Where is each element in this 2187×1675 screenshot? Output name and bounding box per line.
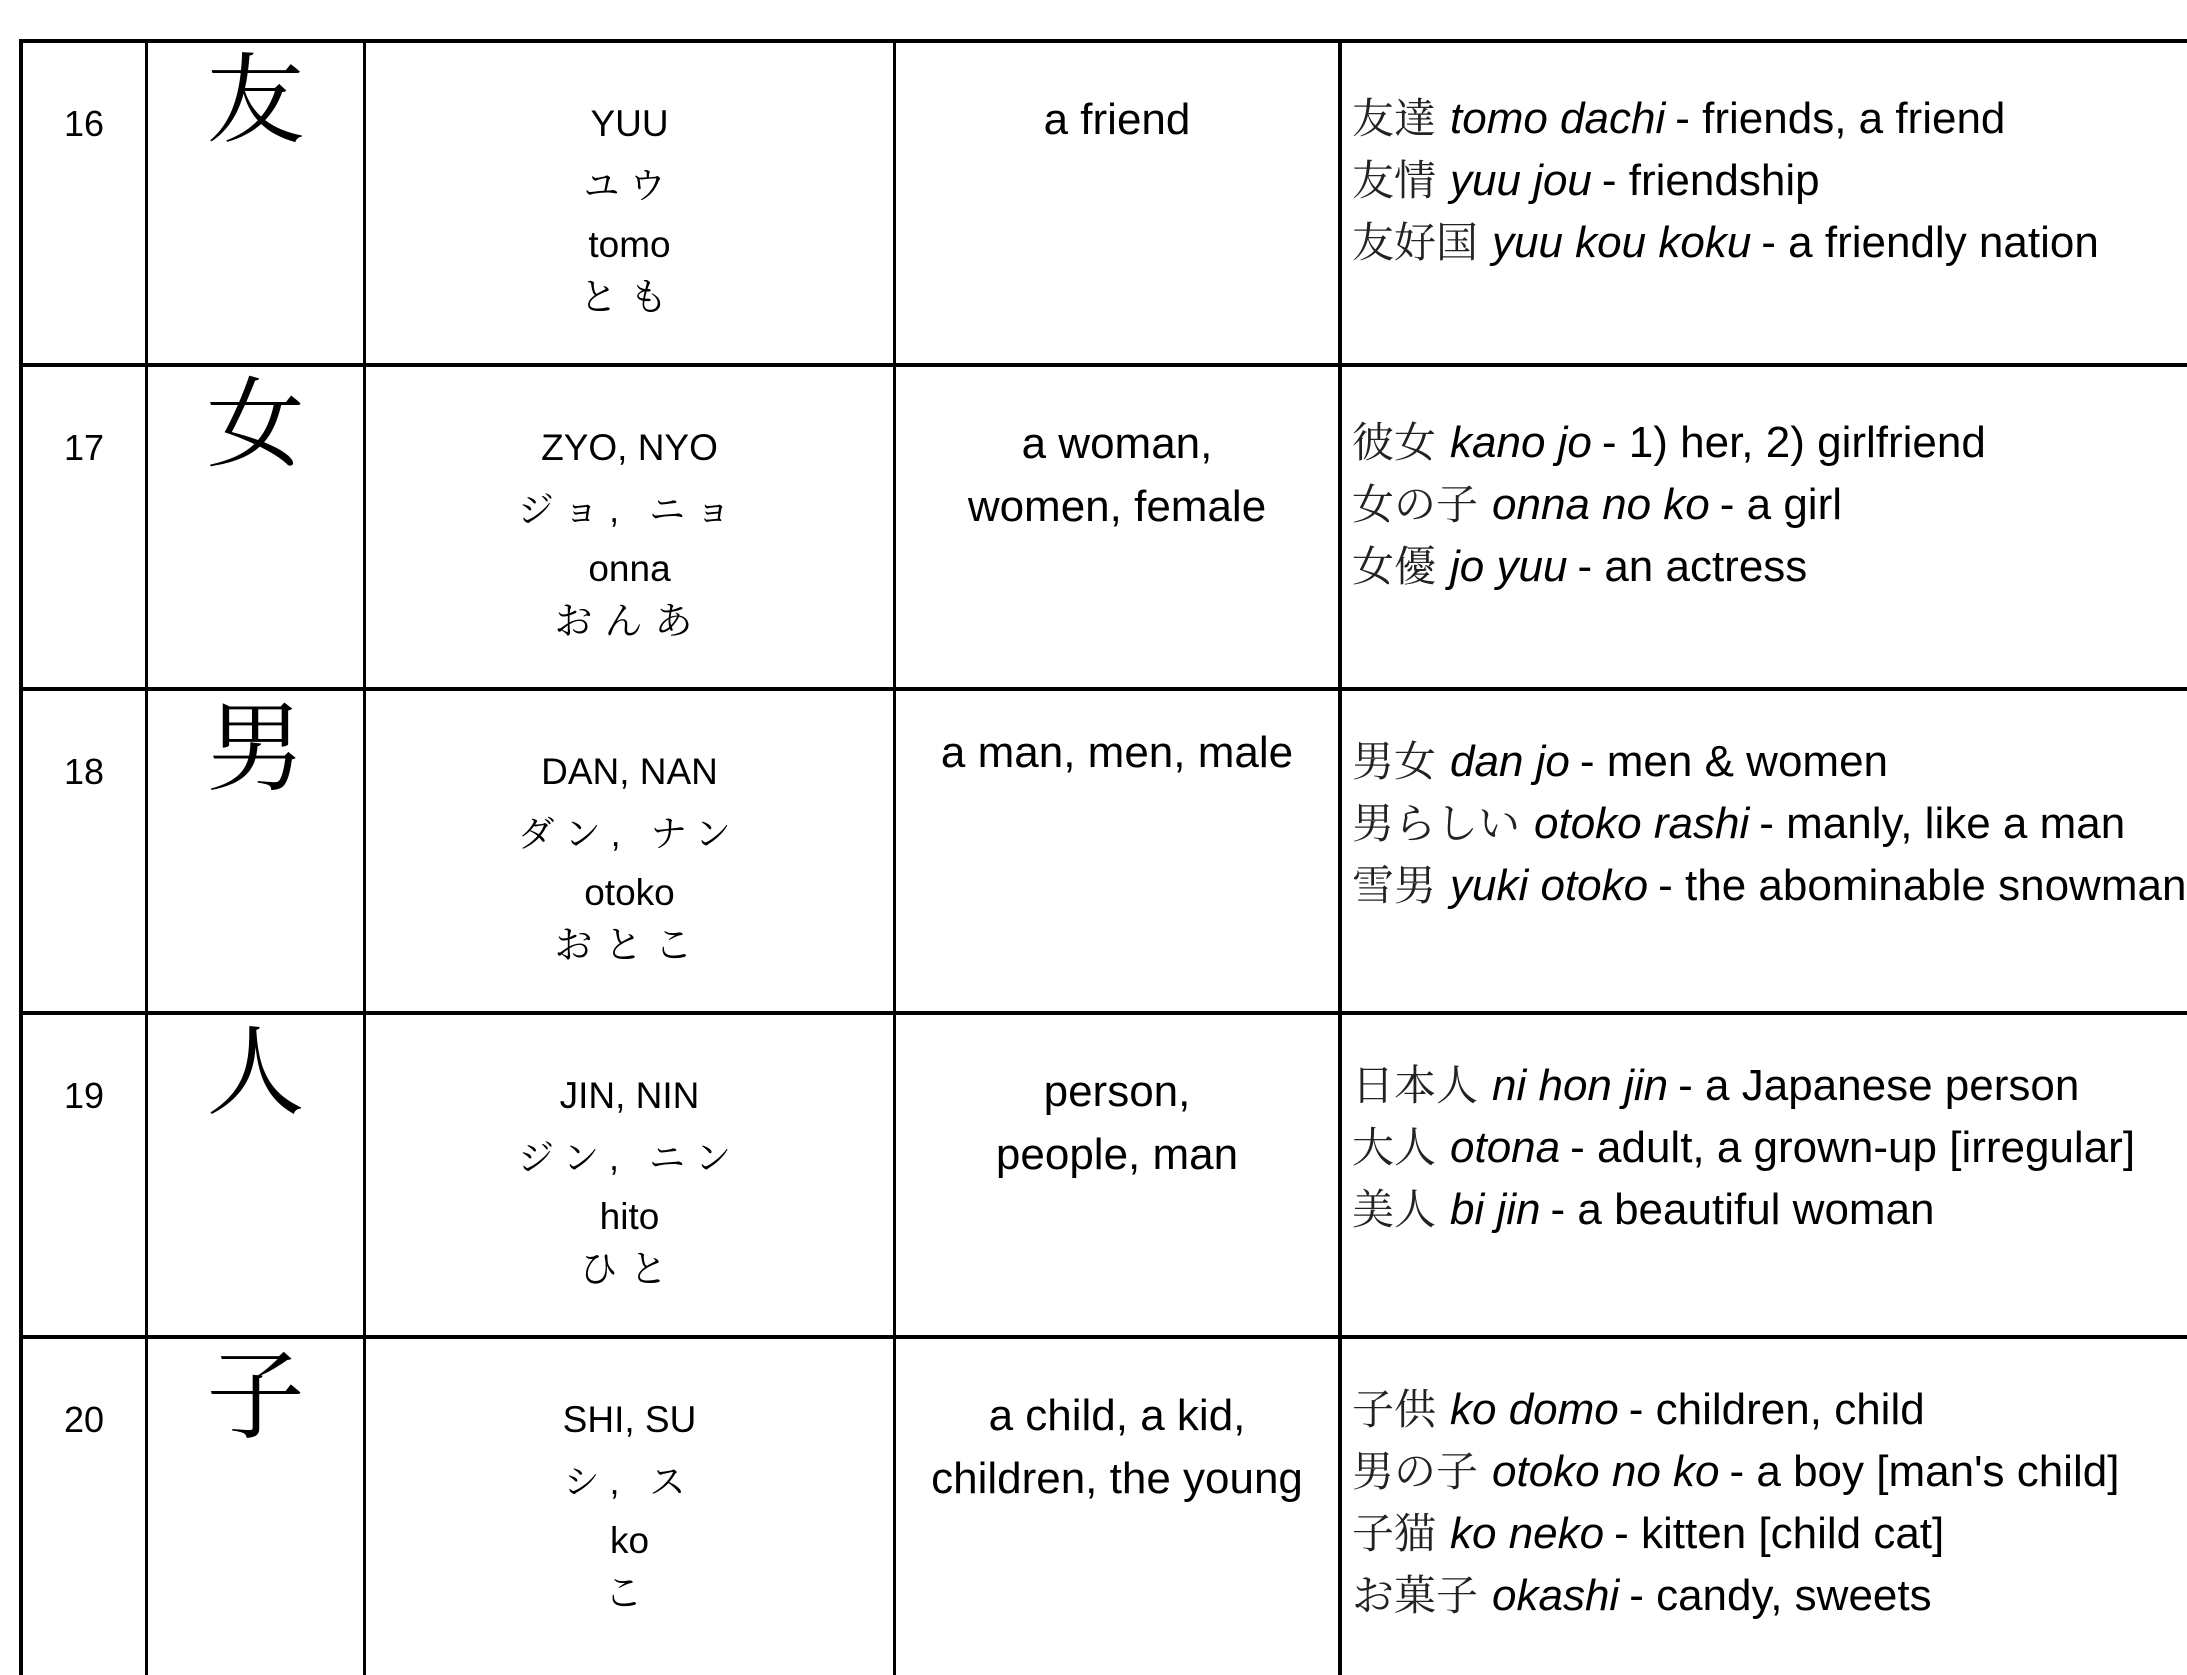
example-japanese: 美人 [1352, 1185, 1437, 1234]
kun-reading-romaji: ko [609, 1520, 650, 1561]
example-line [1352, 1503, 2119, 1565]
kanji-character: 子 [206, 1340, 305, 1454]
kun-reading-romaji: tomo [588, 224, 671, 265]
on-reading-kana: ユウ [583, 165, 676, 206]
example-romaji: yuki otoko [1450, 861, 1649, 910]
example-line [1352, 212, 2099, 274]
example-gloss: - the abominable snowman [1658, 861, 2187, 910]
kun-reading-kana: おとこ [554, 925, 705, 967]
example-romaji: ko neko [1450, 1509, 1605, 1558]
example-gloss: - a friendly nation [1761, 218, 2099, 267]
example-romaji: ko domo [1450, 1385, 1619, 1434]
example-line [1352, 1179, 2135, 1241]
kanji-number: 18 [63, 751, 105, 792]
example-gloss: - children, child [1628, 1385, 1925, 1434]
example-line [1352, 474, 1986, 536]
on-reading-kana: ダン, ナン [518, 813, 741, 854]
kanji-character: 男 [206, 692, 305, 806]
example-japanese: 女優 [1352, 542, 1437, 591]
readings-cell [363, 1015, 893, 1335]
meaning-line: children, the young [931, 1454, 1303, 1503]
example-romaji: tomo dachi [1450, 94, 1666, 143]
kanji-cell [145, 43, 363, 363]
example-line [1352, 88, 2099, 150]
kanji-cell [145, 1339, 363, 1675]
kanji-cell [145, 691, 363, 1011]
example-japanese: 日本人 [1352, 1061, 1479, 1110]
kanji-number: 17 [63, 427, 105, 468]
examples-cell [1338, 1015, 2187, 1335]
kun-reading-romaji: onna [588, 548, 671, 589]
kanji-character: 友 [206, 44, 305, 158]
example-gloss: - a boy [man's child] [1729, 1447, 2120, 1496]
example-romaji: yuu kou koku [1492, 218, 1752, 267]
number-cell [19, 43, 145, 363]
on-reading-romaji: YUU [590, 103, 669, 144]
on-reading-romaji: ZYO, NYO [541, 427, 718, 468]
table-row [19, 1335, 2187, 1675]
examples-cell [1338, 1339, 2187, 1675]
meaning-line: a man, men, male [940, 728, 1294, 777]
readings-cell [363, 1339, 893, 1675]
example-gloss: - a Japanese person [1678, 1061, 2080, 1110]
example-romaji: dan jo [1450, 737, 1570, 786]
readings-cell [363, 367, 893, 687]
meaning-line: a friend [1043, 95, 1191, 144]
example-japanese: 大人 [1352, 1123, 1437, 1172]
kun-reading-kana: おんあ [554, 601, 705, 643]
number-cell [19, 691, 145, 1011]
example-japanese: 子供 [1352, 1385, 1437, 1434]
kanji-table [19, 39, 2187, 1675]
kanji-number: 16 [63, 103, 105, 144]
table-row [19, 1011, 2187, 1335]
kanji-number: 19 [63, 1075, 105, 1116]
meaning-line: person, [1043, 1067, 1191, 1116]
kanji-number: 20 [63, 1399, 105, 1440]
example-gloss: - kitten [child cat] [1614, 1509, 1945, 1558]
example-line [1352, 1379, 2119, 1441]
example-romaji: okashi [1492, 1571, 1620, 1620]
example-romaji: bi jin [1450, 1185, 1541, 1234]
example-japanese: 友達 [1352, 94, 1437, 143]
example-gloss: - 1) her, 2) girlfriend [1601, 418, 1986, 467]
on-reading-kana: ジョ, ニョ [517, 489, 742, 530]
example-line [1352, 1565, 2119, 1627]
on-reading-romaji: JIN, NIN [559, 1075, 700, 1116]
examples-cell [1338, 43, 2187, 363]
number-cell [19, 367, 145, 687]
example-japanese: 雪男 [1352, 861, 1437, 910]
meaning-line: a child, a kid, [988, 1391, 1246, 1440]
example-japanese: 友好国 [1352, 218, 1479, 267]
example-gloss: - a girl [1719, 480, 1843, 529]
meaning-cell [893, 1339, 1338, 1675]
number-cell [19, 1015, 145, 1335]
kanji-cell [145, 1015, 363, 1335]
on-reading-romaji: SHI, SU [562, 1399, 697, 1440]
meaning-cell [893, 367, 1338, 687]
readings-cell [363, 691, 893, 1011]
examples-cell [1338, 367, 2187, 687]
example-romaji: otoko no ko [1492, 1447, 1720, 1496]
example-japanese: 友情 [1352, 156, 1437, 205]
example-japanese: 女の子 [1352, 480, 1479, 529]
example-japanese: 彼女 [1352, 418, 1437, 467]
kanji-character: 人 [206, 1016, 305, 1130]
kun-reading-kana: ひと [579, 1249, 680, 1291]
meaning-line: women, female [967, 482, 1267, 531]
example-romaji: jo yuu [1450, 542, 1568, 591]
example-line [1352, 1441, 2119, 1503]
example-japanese: 男女 [1352, 737, 1437, 786]
example-romaji: ni hon jin [1492, 1061, 1669, 1110]
example-romaji: otona [1450, 1123, 1561, 1172]
example-gloss: - an actress [1577, 542, 1808, 591]
example-japanese: お菓子 [1352, 1571, 1479, 1620]
example-gloss: - a beautiful woman [1550, 1185, 1935, 1234]
kanji-character: 女 [206, 368, 305, 482]
on-reading-kana: シ, ス [563, 1461, 696, 1502]
meaning-line: a woman, [1021, 419, 1213, 468]
example-line [1352, 150, 2099, 212]
example-line [1352, 412, 1986, 474]
example-line [1352, 793, 2186, 855]
example-gloss: - adult, a grown-up [irregular] [1570, 1123, 2136, 1172]
meaning-cell [893, 43, 1338, 363]
meaning-cell [893, 1015, 1338, 1335]
readings-cell [363, 43, 893, 363]
on-reading-romaji: DAN, NAN [541, 751, 718, 792]
example-line [1352, 855, 2186, 917]
number-cell [19, 1339, 145, 1675]
example-japanese: 男らしい [1352, 799, 1521, 848]
kun-reading-kana: こ [604, 1573, 655, 1615]
example-romaji: kano jo [1450, 418, 1592, 467]
example-gloss: - manly, like a man [1759, 799, 2126, 848]
kun-reading-romaji: hito [599, 1196, 660, 1237]
example-gloss: - friendship [1601, 156, 1820, 205]
table-row [19, 39, 2187, 363]
example-japanese: 男の子 [1352, 1447, 1479, 1496]
on-reading-kana: ジン, ニン [517, 1137, 742, 1178]
kanji-cell [145, 367, 363, 687]
meaning-line: people, man [995, 1130, 1239, 1179]
kun-reading-romaji: otoko [584, 872, 675, 913]
example-romaji: onna no ko [1492, 480, 1710, 529]
kun-reading-kana: とも [579, 277, 680, 319]
example-japanese: 子猫 [1352, 1509, 1437, 1558]
example-line [1352, 1117, 2135, 1179]
example-line [1352, 536, 1986, 598]
example-gloss: - candy, sweets [1629, 1571, 1932, 1620]
example-line [1352, 1055, 2135, 1117]
example-gloss: - friends, a friend [1675, 94, 2006, 143]
table-row [19, 363, 2187, 687]
example-romaji: otoko rashi [1534, 799, 1750, 848]
example-line [1352, 731, 2186, 793]
meaning-cell [893, 691, 1338, 1011]
example-romaji: yuu jou [1450, 156, 1592, 205]
example-gloss: - men & women [1579, 737, 1889, 786]
table-row [19, 687, 2187, 1011]
examples-cell [1338, 691, 2187, 1011]
